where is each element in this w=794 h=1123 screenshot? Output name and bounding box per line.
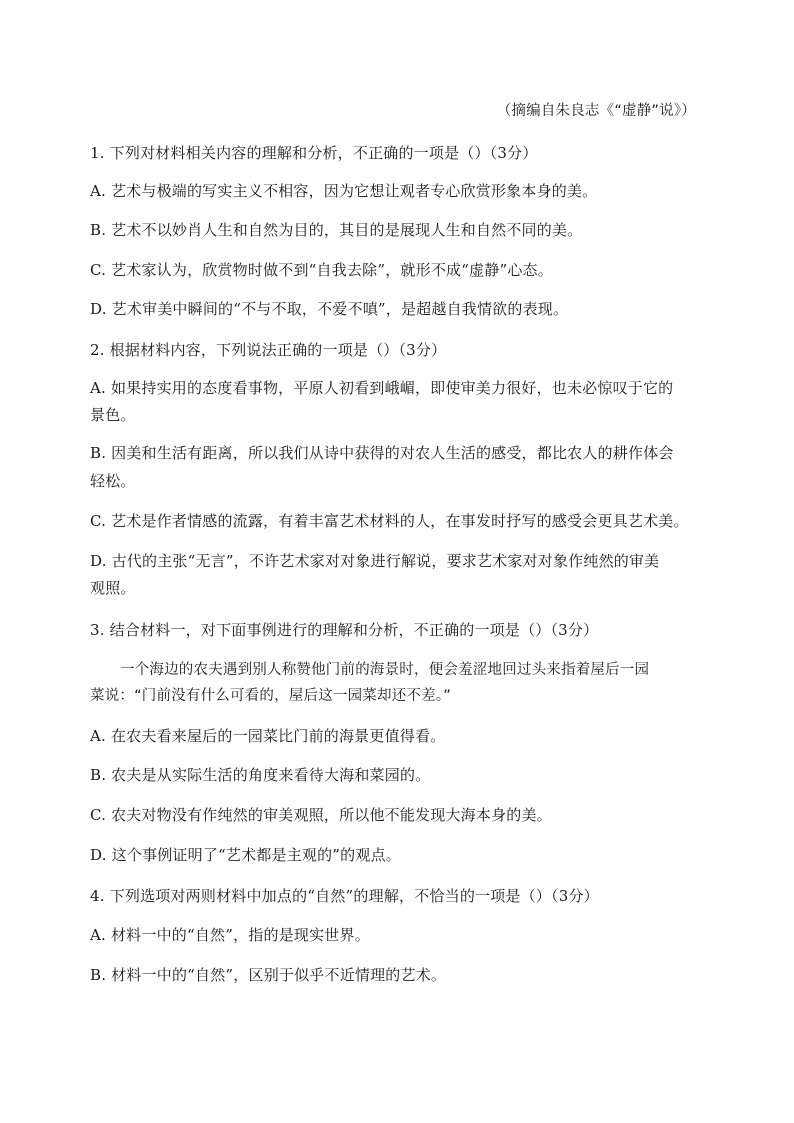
question-2-option-b-line-1: B. 因美和生活有距离，所以我们从诗中获得的对农人生活的感受，都比农人的耕作体会 bbox=[90, 444, 674, 462]
question-2-option-a-line-2: 景色。 bbox=[90, 406, 136, 424]
question-1-stem: 1. 下列对材料相关内容的理解和分析，不正确的一项是（）（3分） bbox=[90, 144, 538, 162]
question-3-option-d: D. 这个事例证明了“艺术都是主观的”的观点。 bbox=[90, 846, 401, 864]
question-2-option-d-line-2: 观照。 bbox=[90, 579, 136, 597]
question-1-option-c: C. 艺术家认为，欣赏物时做不到“自我去除”，就形不成“虚静”心态。 bbox=[90, 261, 553, 279]
question-2-option-c: C. 艺术是作者情感的流露，有着丰富艺术材料的人，在事发时抒写的感受会更具艺术美。 bbox=[90, 512, 689, 530]
question-4-option-b: B. 材料一中的“自然”，区别于似乎不近情理的艺术。 bbox=[90, 966, 447, 984]
question-2-stem: 2. 根据材料内容，下列说法正确的一项是（）（3分） bbox=[90, 341, 447, 359]
question-2-option-a-line-1: A. 如果持实用的态度看事物，平原人初看到峨嵋，即使审美力很好，也未必惊叹于它的 bbox=[90, 379, 674, 397]
question-2-option-d-line-1: D. 古代的主张“无言”，不许艺术家对对象进行解说，要求艺术家对对象作纯然的审美 bbox=[90, 552, 660, 570]
question-3-option-b: B. 农夫是从实际生活的角度来看待大海和菜园的。 bbox=[90, 766, 431, 784]
question-3-quote-line-1: 一个海边的农夫遇到别人称赞他门前的海景时，便会羞涩地回过头来指着屋后一园 bbox=[120, 662, 650, 678]
question-3-stem: 3. 结合材料一，对下面事例进行的理解和分析，不正确的一项是（）（3分） bbox=[90, 621, 599, 639]
question-1-option-b: B. 艺术不以妙肖人生和自然为目的，其目的是展现人生和自然不同的美。 bbox=[90, 221, 583, 239]
question-1-option-a: A. 艺术与极端的写实主义不相容，因为它想让观者专心欣赏形象本身的美。 bbox=[90, 182, 598, 200]
source-citation: （摘编自朱良志《“虚静”说》） bbox=[496, 103, 696, 119]
question-3-option-c: C. 农夫对物没有作纯然的审美观照，所以他不能发现大海本身的美。 bbox=[90, 806, 552, 824]
question-3-option-a: A. 在农夫看来屋后的一园菜比门前的海景更值得看。 bbox=[90, 727, 446, 745]
question-2-option-b-line-2: 轻松。 bbox=[90, 472, 136, 490]
question-4-stem: 4. 下列选项对两则材料中加点的“自然”的理解，不恰当的一项是（）（3分） bbox=[90, 887, 599, 905]
question-4-option-a: A. 材料一中的“自然”，指的是现实世界。 bbox=[90, 926, 370, 944]
question-1-option-d: D. 艺术审美中瞬间的“不与不取，不爱不嗔”，是超越自我情欲的表现。 bbox=[90, 300, 569, 318]
question-3-quote-line-2: 菜说：“门前没有什么可看的，屋后这一园菜却还不差。” bbox=[90, 688, 451, 704]
